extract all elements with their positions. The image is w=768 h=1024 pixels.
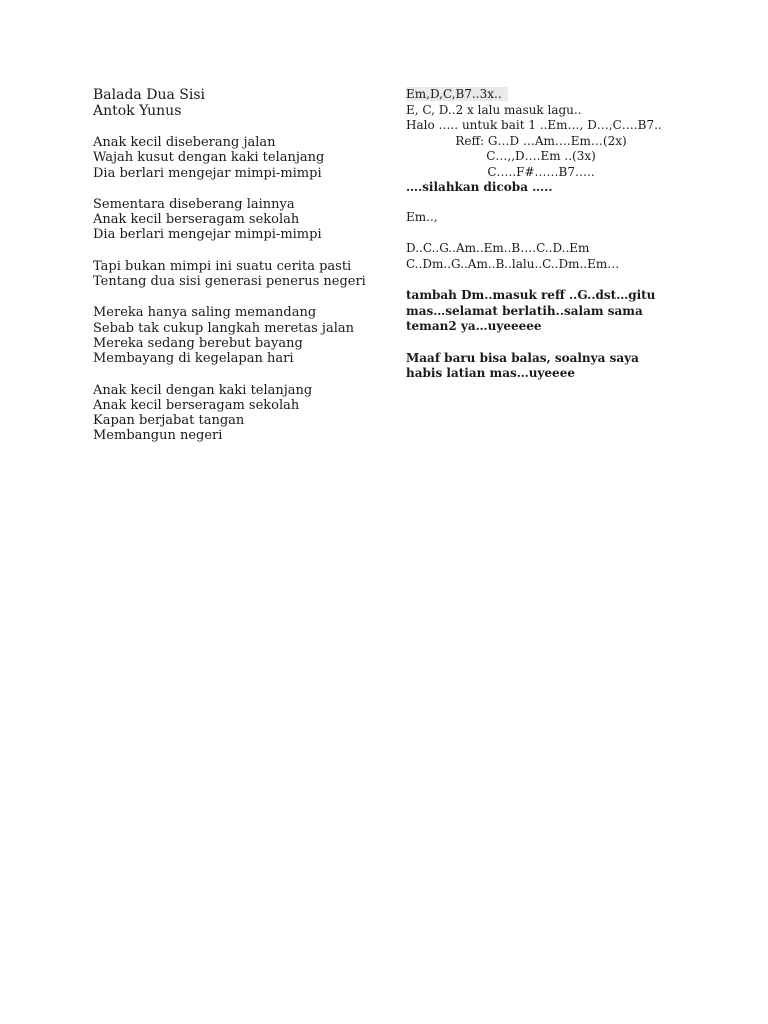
lyric-line: Dia berlari mengejar mimpi-mimpi — [93, 227, 322, 243]
chords-column — [406, 87, 706, 382]
lyric-line: Dia berlari mengejar mimpi-mimpi — [93, 165, 322, 181]
lyrics-column — [93, 87, 393, 444]
chord-line: Em.., — [406, 209, 438, 224]
lyrics-stanza-3 — [93, 259, 393, 290]
chord-line: E, C, D..2 x lalu masuk lagu.. — [406, 102, 582, 117]
song-artist: Antok Yunus — [93, 103, 182, 119]
lyric-line: Anak kecil diseberang jalan — [93, 135, 276, 150]
lyric-line: Wajah kusut dengan kaki telanjang — [93, 150, 325, 166]
song-title: Balada Dua Sisi — [93, 87, 205, 103]
comment-text: tambah Dm..masuk reff ..G..dst…gitu mas…selamat berlatih..salam sama teman2 ya…uyeeeee — [406, 288, 656, 333]
lyric-line: Mereka hanya saling memandang — [93, 305, 317, 321]
intro-chords-highlight: Em,D,C,B7..3x.. — [406, 87, 508, 101]
try-note: ….silahkan dicoba ….. — [406, 180, 553, 194]
chord-line: C..Dm..G..Am..B..lalu..C..Dm..Em… — [406, 256, 620, 271]
lyrics-stanza-5 — [93, 383, 393, 444]
chord-line: D..C..G..Am..Em..B….C..D..Em — [406, 241, 590, 255]
lyric-line: Kapan berjabat tangan — [93, 413, 245, 429]
intro-chords — [406, 87, 706, 103]
lyric-line: Tentang dua sisi generasi penerus negeri — [93, 274, 366, 290]
lyric-line: Sebab tak cukup langkah meretas jalan — [93, 320, 354, 336]
lyric-line: Mereka sedang berebut bayang — [93, 335, 303, 351]
lyric-line: Tapi bukan mimpi ini suatu cerita pasti — [93, 258, 352, 274]
lyrics-stanza-1 — [93, 135, 393, 181]
reff-chords: C…,,D….Em ..(3x) — [486, 149, 596, 163]
lyric-line: Anak kecil dengan kaki telanjang — [93, 382, 313, 398]
lyric-line: Sementara diseberang lainnya — [93, 196, 295, 212]
lyrics-stanza-2 — [93, 197, 393, 243]
chord-progression — [406, 241, 706, 272]
song-header — [93, 87, 393, 119]
comment-text: Maaf baru bisa balas, soalnya saya habis latian mas…uyeeee — [406, 350, 639, 380]
lyric-line: Membangun negeri — [93, 428, 223, 444]
lyric-line: Anak kecil berseragam sekolah — [93, 212, 300, 228]
reff-chords: Reff: G…D …Am….Em…(2x) — [455, 133, 627, 148]
lyric-line: Membayang di kegelapan hari — [93, 351, 294, 367]
lyrics-stanza-4 — [93, 305, 393, 366]
reff-chords: C…..F#……B7….. — [487, 164, 595, 179]
lyric-line: Anak kecil berseragam sekolah — [93, 397, 300, 413]
chord-line: Halo ….. untuk bait 1 ..Em…, D…,C….B7.. — [406, 118, 662, 132]
